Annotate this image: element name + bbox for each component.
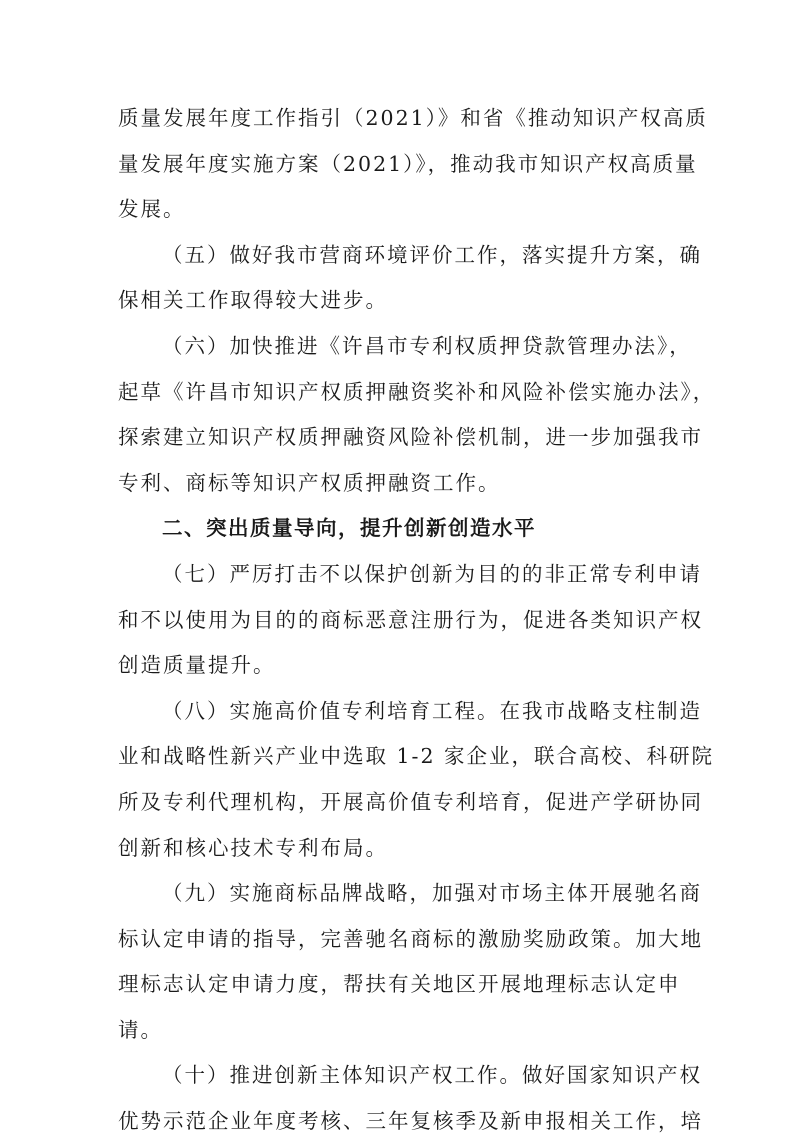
text-line: 理标志认定申请力度，帮扶有关地区开展地理标志认定申	[118, 972, 681, 997]
section-heading: 二、突出质量导向，提升创新创造水平	[162, 516, 536, 541]
text-line: 所及专利代理机构，开展高价值专利培育，促进产学研协同	[118, 789, 703, 814]
text-line: 保相关工作取得较大进步。	[118, 288, 388, 313]
paragraph-8-start: （八）实施高价值专利培育工程。在我市战略支柱制造	[162, 698, 702, 723]
paragraph-5-start: （五）做好我市营商环境评价工作，落实提升方案，确	[162, 242, 702, 267]
paragraph-10-start: （十）推进创新主体知识产权工作。做好国家知识产权	[162, 1063, 702, 1088]
text-line: 创新和核心技术专利布局。	[118, 835, 388, 860]
text-line: 量发展年度实施方案（2021）》，推动我市知识产权高质量	[118, 151, 698, 176]
text-line: 专利、商标等知识产权质押融资工作。	[118, 470, 501, 495]
text-line: 标认定申请的指导，完善驰名商标的激励奖励政策。加大地	[118, 926, 703, 951]
text-line: 创造质量提升。	[118, 653, 276, 678]
paragraph-7-start: （七）严厉打击不以保护创新为目的的非正常专利申请	[162, 561, 702, 586]
text-line: 优势示范企业年度考核、三年复核季及新申报相关工作，培	[118, 1109, 703, 1134]
text-line: 起草《许昌市知识产权质押融资奖补和风险补偿实施办法》，	[118, 379, 716, 404]
text-line: 和不以使用为目的的商标恶意注册行为，促进各类知识产权	[118, 607, 703, 632]
text-line: 发展。	[118, 197, 186, 222]
text-line: 业和战略性新兴产业中选取 1-2 家企业，联合高校、科研院	[118, 744, 715, 769]
paragraph-6-start: （六）加快推进《许昌市专利权质押贷款管理办法》，	[162, 333, 692, 358]
paragraph-9-start: （九）实施商标品牌战略，加强对市场主体开展驰名商	[162, 881, 702, 906]
text-line: 请。	[118, 1017, 163, 1042]
document-body	[118, 96, 716, 1145]
text-line: 质量发展年度工作指引（2021）》和省《推动知识产权高质	[118, 106, 708, 130]
text-line: 探索建立知识产权质押融资风险补偿机制，进一步加强我市	[118, 425, 703, 450]
